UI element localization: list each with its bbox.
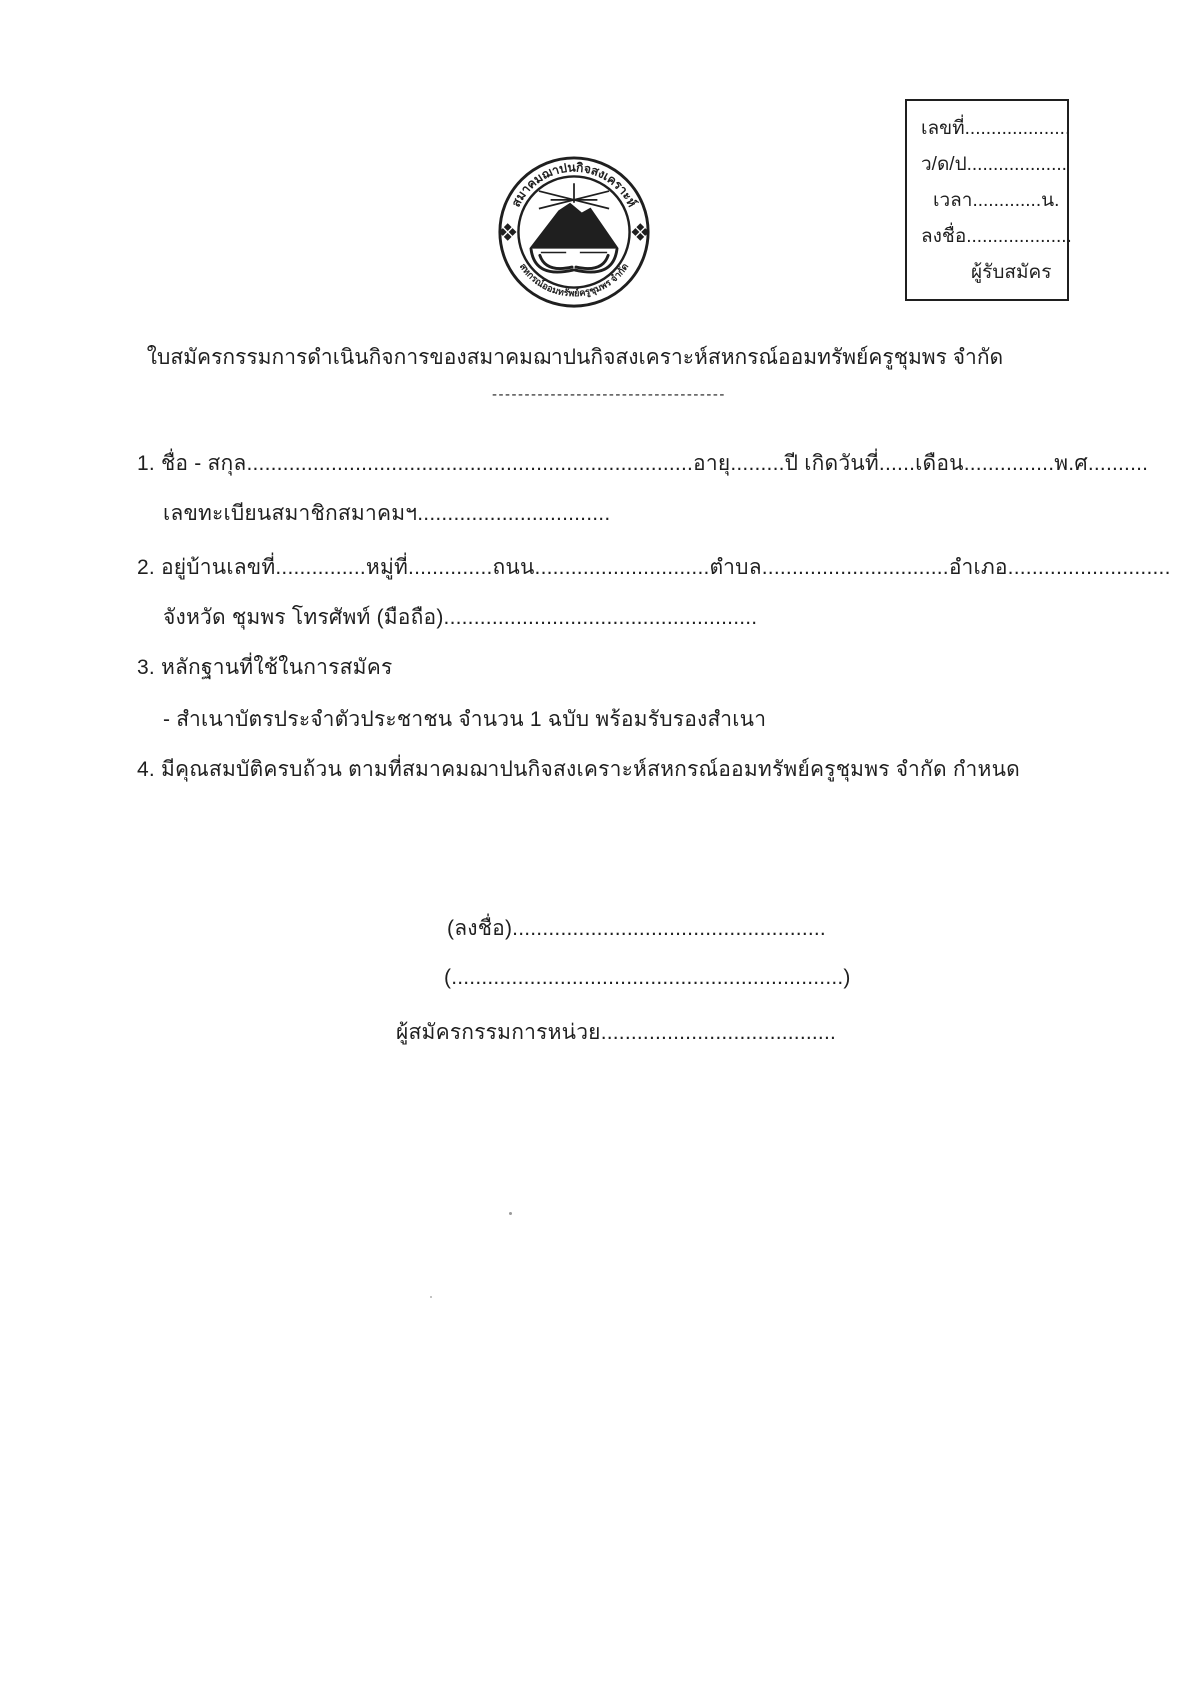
- field-name-age-birthdate-line: 1. ชื่อ - สกุล..........................................................................อายุ.........ปี เกิดวันที่......เดือน...............พ.ศ..........: [137, 452, 1149, 475]
- scan-artifact-dot: [430, 1296, 432, 1298]
- seal-mast-lines-icon: [539, 183, 609, 208]
- stamp-receiver-label: ผู้รับสมัคร: [971, 262, 1052, 283]
- field-member-registration-number-line: เลขทะเบียนสมาชิกสมาคมฯ................................: [163, 502, 611, 525]
- stamp-date-line: ว/ด/ป...................: [921, 154, 1067, 175]
- signature-applicant-unit-line: ผู้สมัครกรรมการหน่วย.......................................: [396, 1021, 837, 1044]
- section-evidence-heading: 3. หลักฐานที่ใช้ในการสมัคร: [137, 656, 393, 679]
- field-address-line: 2. อยู่บ้านเลขที่...............หมู่ที่..............ถนน.............................ตำบล...............................อำเภอ...........................: [137, 556, 1171, 579]
- stamp-time-line: เวลา.............น.: [933, 190, 1060, 211]
- signature-name-line: (.................................................................): [444, 966, 851, 989]
- scan-artifact-dot: [509, 1212, 512, 1215]
- field-province-phone-line: จังหวัด ชุมพร โทรศัพท์ (มือถือ)....................................................: [163, 606, 758, 629]
- stamp-number-line: เลขที่....................: [921, 118, 1071, 139]
- stamp-sign-line: ลงชื่อ....................: [921, 226, 1072, 247]
- signature-sign-line: (ลงชื่อ)....................................................: [447, 917, 826, 940]
- seal-mountain-icon: [529, 203, 619, 249]
- registrar-stamp-box: [905, 99, 1072, 301]
- seal-bottom-arc-text: สหกรณ์ออมทรัพย์ครูชุมพร จำกัด: [517, 261, 631, 299]
- form-title: ใบสมัครกรรมการดำเนินกิจการของสมาคมฌาปนกิจสงเคราะห์สหกรณ์ออมทรัพย์ครูชุมพร จำกัด: [146, 346, 1004, 369]
- seal-top-arc-text: สมาคมฌาปนกิจสงเคราะห์: [508, 160, 640, 210]
- qualification-statement-line: 4. มีคุณสมบัติครบถ้วน ตามที่สมาคมฌาปนกิจสงเคราะห์สหกรณ์ออมทรัพย์ครูชุมพร จำกัด กำหนด: [137, 758, 1020, 781]
- evidence-id-card-copy-line: - สำเนาบัตรประจำตัวประชาชน จำนวน 1 ฉบับ พร้อมรับรองสำเนา: [163, 708, 767, 731]
- dashed-separator: ------------------------------------: [492, 386, 726, 403]
- association-seal-icon: [496, 154, 652, 310]
